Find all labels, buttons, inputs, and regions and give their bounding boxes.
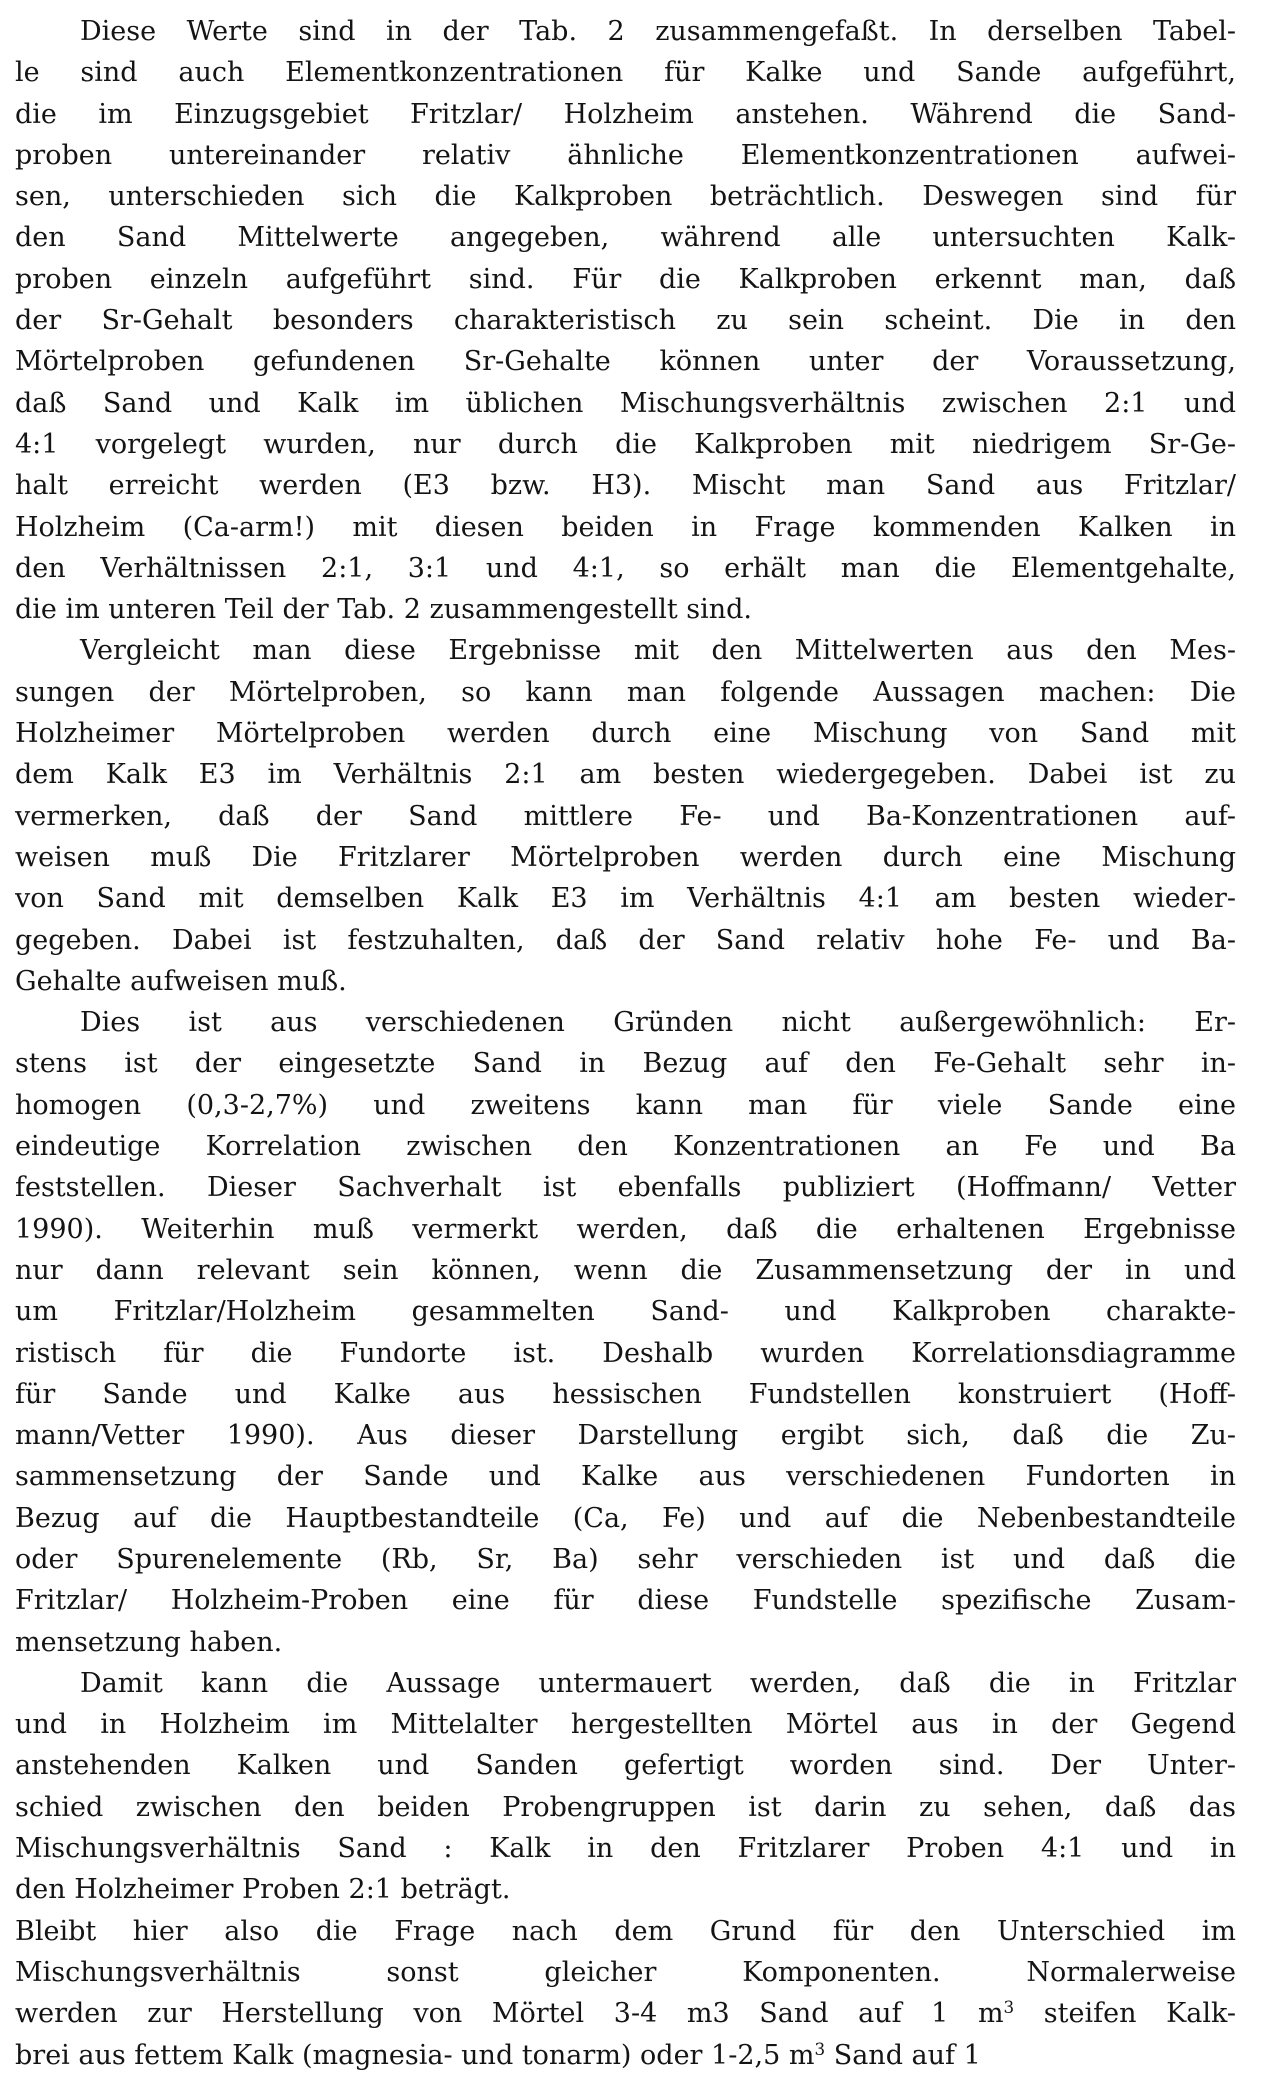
text-line: Mischungsverhältnis Sand : Kalk in den Fritzlarer Proben 4:1 und in [15,1833,1236,1865]
text-line: 1990). Weiterhin muß vermerkt werden, daß die erhaltenen Ergebnisse [15,1213,1236,1245]
text-line: anstehenden Kalken und Sanden gefertigt worden sind. Der Unter- [15,1750,1236,1782]
text-line: Dies ist aus verschiedenen Gründen nicht außergewöhnlich: Er- [80,1007,1236,1039]
text-line: sungen der Mörtelproben, so kann man folgende Aussagen machen: Die [15,676,1236,708]
text-line: für Sande und Kalke aus hessischen Fundstellen konstruiert (Hoff- [15,1378,1236,1410]
text-line: schied zwischen den beiden Probengruppen ist darin zu sehen, daß das [15,1791,1236,1823]
text-line: daß Sand und Kalk im üblichen Mischungsverhältnis zwischen 2:1 und [15,387,1236,419]
text-segment: brei aus fettem Kalk (magnesia- und tonarm) oder 1-2,5 m [15,2039,815,2071]
text-line: le sind auch Elementkonzentrationen für Kalke und Sande aufgeführt, [15,57,1236,89]
text-line: proben einzeln aufgeführt sind. Für die Kalkproben erkennt man, daß [15,263,1236,295]
text-line: um Fritzlar/Holzheim gesammelten Sand- und Kalkproben charakte- [15,1296,1236,1328]
text-line: den Verhältnissen 2:1, 3:1 und 4:1, so erhält man die Elementgehalte, [15,552,1236,584]
text-line: Mörtelproben gefundenen Sr-Gehalte können unter der Voraussetzung, [15,346,1236,378]
text-line: halt erreicht werden (E3 bzw. H3). Mischt man Sand aus Fritzlar/ [15,470,1236,502]
text-line: nur dann relevant sein können, wenn die Zusammensetzung der in und [15,1254,1236,1286]
text-line: dem Kalk E3 im Verhältnis 2:1 am besten wiedergegeben. Dabei ist zu [15,759,1236,791]
text-line [15,1993,1236,2034]
text-line: vermerken, daß der Sand mittlere Fe- und Ba-Konzentrationen auf- [15,800,1236,832]
text-line: eindeutige Korrelation zwischen den Konzentrationen an Fe und Ba [15,1131,1236,1163]
text-line: weisen muß Die Fritzlarer Mörtelproben werden durch eine Mischung [15,841,1236,873]
text-line: Fritzlar/ Holzheim-Proben eine für diese Fundstelle spezifische Zusam- [15,1585,1236,1617]
text-line [15,2035,1236,2076]
document-page [15,11,1236,2076]
text-line: oder Spurenelemente (Rb, Sr, Ba) sehr verschieden ist und daß die [15,1543,1236,1575]
text-line: gegeben. Dabei ist festzuhalten, daß der Sand relativ hohe Fe- und Ba- [15,924,1236,956]
text-line: Gehalte aufweisen muß. [15,965,347,997]
paragraph [15,11,1236,630]
text-line: Diese Werte sind in der Tab. 2 zusammengefaßt. In derselben Tabel- [80,16,1236,47]
text-segment: Sand auf 1 [825,2039,981,2071]
text-line: feststellen. Dieser Sachverhalt ist ebenfalls publiziert (Hoffmann/ Vetter [15,1172,1236,1204]
text-line: Holzheim (Ca-arm!) mit diesen beiden in Frage kommenden Kalken in [15,511,1236,543]
text-segment: werden zur Herstellung von Mörtel 3-4 m3 Sand auf 1 m [15,1998,1004,2030]
text-line: sammensetzung der Sande und Kalke aus verschiedenen Fundorten in [15,1461,1236,1493]
paragraph [15,1002,1236,1663]
text-line: 4:1 vorgelegt wurden, nur durch die Kalkproben mit niedrigem Sr-Ge- [15,428,1236,460]
text-line: Mischungsverhältnis sonst gleicher Komponenten. Normalerweise [15,1956,1236,1988]
text-line: Damit kann die Aussage untermauert werden, daß die in Fritzlar [80,1667,1236,1699]
superscript-exponent: 3 [814,2038,826,2059]
text-line: von Sand mit demselben Kalk E3 im Verhältnis 4:1 am besten wieder- [15,883,1236,915]
text-line: mensetzung haben. [15,1626,283,1658]
paragraph [15,1663,1236,1911]
superscript-exponent: 3 [1003,1997,1015,2018]
text-line: Bezug auf die Hauptbestandteile (Ca, Fe) und auf die Nebenbestandteile [15,1502,1236,1534]
text-line: die im Einzugsgebiet Fritzlar/ Holzheim anstehen. Während die Sand- [15,98,1236,130]
text-line: stens ist der eingesetzte Sand in Bezug auf den Fe-Gehalt sehr in- [15,1048,1236,1080]
text-line: sen, unterschieden sich die Kalkproben beträchtlich. Deswegen sind für [15,181,1236,213]
text-line: die im unteren Teil der Tab. 2 zusammengestellt sind. [15,594,753,626]
text-segment: steifen Kalk- [1014,1998,1236,2030]
text-line: Bleibt hier also die Frage nach dem Grund für den Unterschied im [15,1915,1236,1947]
paragraph [15,630,1236,1002]
text-line: Holzheimer Mörtelproben werden durch eine Mischung von Sand mit [15,718,1236,750]
text-line: homogen (0,3-2,7%) und zweitens kann man für viele Sande eine [15,1089,1236,1121]
text-line: Vergleicht man diese Ergebnisse mit den Mittelwerten aus den Mes- [80,635,1236,667]
text-line: den Holzheimer Proben 2:1 beträgt. [15,1874,511,1906]
text-line: proben untereinander relativ ähnliche Elementkonzentrationen aufwei- [15,139,1236,171]
paragraph [15,1911,1236,2076]
text-line: den Sand Mittelwerte angegeben, während alle untersuchten Kalk- [15,222,1236,254]
text-line: und in Holzheim im Mittelalter hergestellten Mörtel aus in der Gegend [15,1709,1236,1741]
text-line: mann/Vetter 1990). Aus dieser Darstellung ergibt sich, daß die Zu- [15,1420,1236,1452]
text-line: der Sr-Gehalt besonders charakteristisch zu sein scheint. Die in den [15,305,1236,337]
text-line: ristisch für die Fundorte ist. Deshalb wurden Korrelationsdiagramme [15,1337,1236,1369]
